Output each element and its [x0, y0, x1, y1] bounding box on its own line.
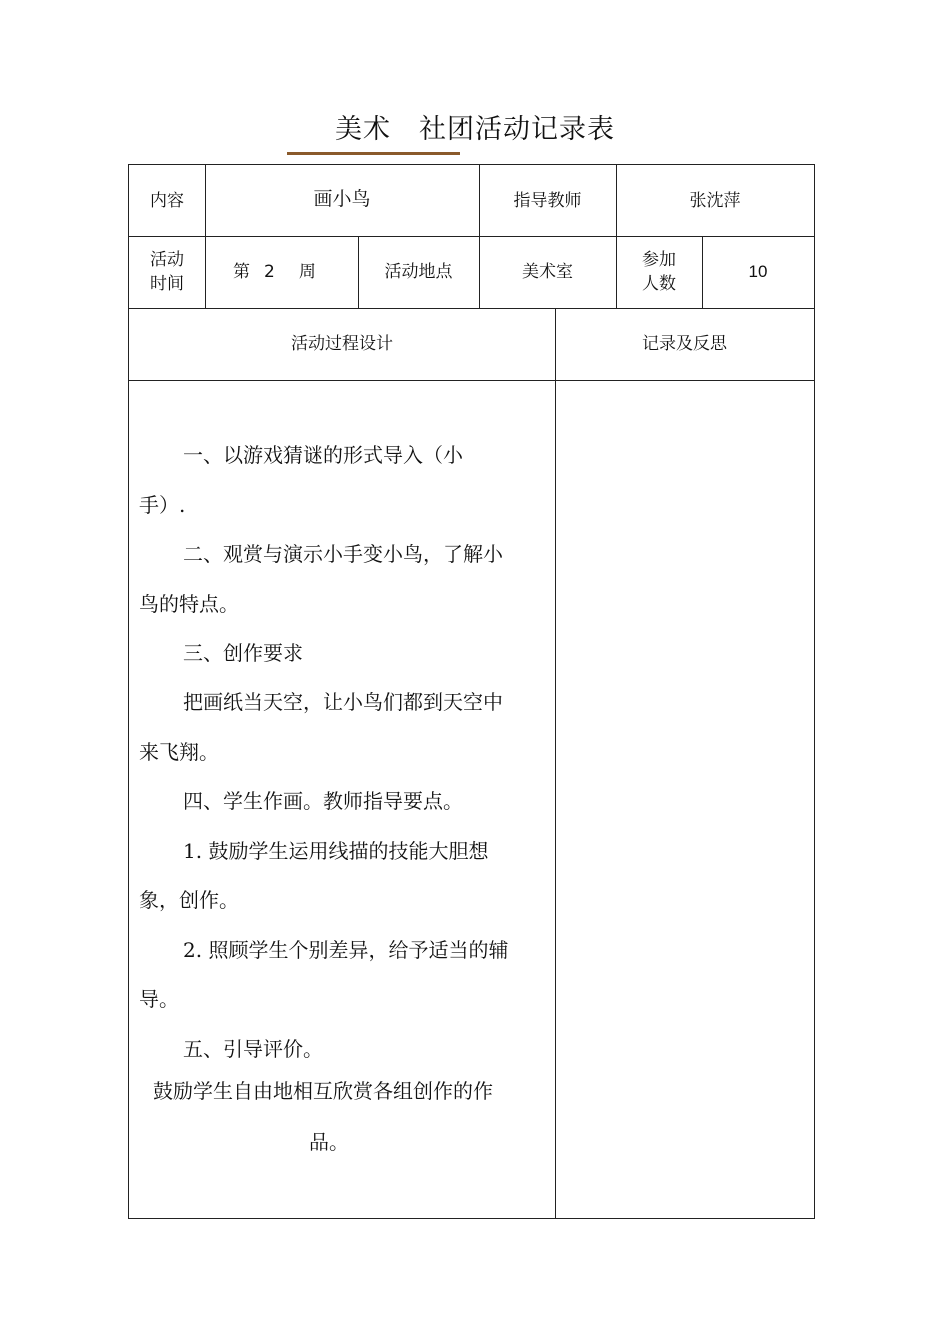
week-number: 2 [264, 262, 275, 282]
process-line: 三、创作要求 [183, 641, 303, 665]
content-label-cell [128, 164, 206, 237]
place-value-cell [479, 236, 617, 309]
title-underline [287, 152, 460, 155]
teacher-label: 指导教师 [513, 190, 582, 211]
process-line: 手）. [139, 493, 186, 517]
process-line: 1. 鼓励学生运用线描的技能大胆想 [183, 839, 489, 863]
content-value-cell [205, 164, 480, 237]
teacher-label-cell [479, 164, 617, 237]
place-label: 活动地点 [384, 262, 453, 282]
process-line: 导。 [139, 987, 179, 1011]
time-label-cell [128, 236, 206, 309]
process-content-cell [128, 380, 556, 1219]
process-line: 五、引导评价。 [183, 1037, 323, 1061]
process-line: 二、观赏与演示小手变小鸟，了解小 [183, 542, 503, 566]
title-subject: 美术 [335, 114, 391, 145]
page-title [0, 112, 950, 148]
count-value: 10 [748, 262, 768, 281]
process-line: 2. 照顾学生个别差异，给予适当的辅 [183, 938, 509, 962]
process-header-cell [128, 308, 556, 381]
process-line: 鸟的特点。 [139, 592, 239, 616]
process-line: 来飞翔。 [139, 740, 219, 764]
reflect-header-cell [555, 308, 815, 381]
teacher-value-cell [616, 164, 815, 237]
process-line: 象，创作。 [139, 888, 239, 912]
reflect-header: 记录及反思 [642, 334, 727, 354]
content-value: 画小鸟 [313, 188, 371, 210]
week-prefix: 第 [233, 262, 250, 282]
place-label-cell [358, 236, 480, 309]
process-line: 品。 [309, 1130, 349, 1154]
teacher-value: 张沈萍 [689, 190, 741, 211]
title-name: 社团活动记录表 [419, 114, 615, 145]
content-label: 内容 [150, 190, 184, 211]
time-label-line2: 时间 [150, 274, 184, 294]
place-value: 美术室 [522, 262, 573, 282]
time-label-line1: 活动 [150, 250, 184, 270]
count-label-cell [616, 236, 703, 309]
week-cell [205, 236, 359, 309]
week-suffix: 周 [298, 262, 316, 282]
count-label-line2: 人数 [642, 274, 676, 294]
process-line: 一、以游戏猜谜的形式导入（小 [183, 443, 463, 467]
reflect-content-cell [555, 380, 815, 1219]
count-label-line1: 参加 [642, 250, 676, 270]
count-value-cell [702, 236, 815, 309]
process-header: 活动过程设计 [291, 334, 393, 354]
process-line: 鼓励学生自由地相互欣赏各组创作的作 [153, 1079, 493, 1103]
process-line: 四、学生作画。教师指导要点。 [183, 789, 463, 813]
process-line: 把画纸当天空，让小鸟们都到天空中 [183, 690, 503, 714]
